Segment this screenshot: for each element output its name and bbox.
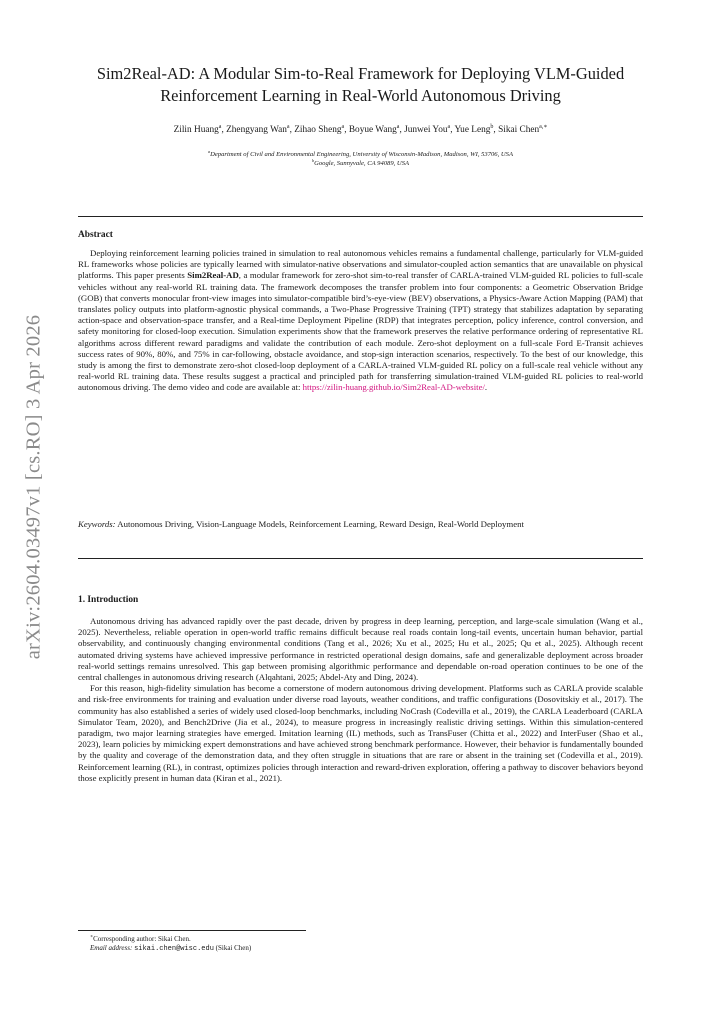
paragraph: For this reason, high-fidelity simulation has become a cornerstone of modern autonomous driving development. Platforms such as CARLA provide scalable and risk-free environments for training and evaluation under diverse road layouts, weather conditions, and traffic configurations (Dosovitskiy et al., 2017). The community has also established a series of widely used closed-loop benchmarks, including NoCrash (Codevilla et al., 2019), the CARLA Leaderboard (CARLA Simulator Team, 2020), and Bench2Drive (Jia et al., 2024), to measure progress in increasingly realistic driving settings. Within this simulation-centered paradigm, two major learning strategies have emerged. Imitation learning (IL) methods, such as TransFuser (Chitta et al., 2022) and InterFuser (Shao et al., 2023), learn policies by mimicking expert demonstrations and have achieved strong benchmark performance. However, their behavior is fundamentally bounded by the quality and coverage of the demonstration data, and they often struggle in situations that are rare or absent in the training set (Codevilla et al., 2019). Reinforcement learning (RL), in contrast, optimizes policies through interaction and reward-driven exploration, offering a pathway to discover behaviors beyond those explicitly present in human data (Kiran et al., 2021). bbox=[78, 683, 643, 783]
abstract-text: Deploying reinforcement learning policies trained in simulation to real autonomous vehicles remains a fundamental challenge, particularly for VLM-guided RL frameworks whose policies are typically learned with simulator-native observations and simulator-coupled action semantics that are unavailable on physical platforms. This paper presents Sim2Real-AD, a modular framework for zero-shot sim-to-real transfer of CARLA-trained VLM-guided RL policies to full-scale vehicles without any real-world RL training data. The framework decomposes the transfer problem into four components: a Geometric Observation Bridge (GOB) that converts monocular front-view images into simulator-compatible bird’s-eye-view (BEV) observations, a Physics-Aware Action Mapping (PAM) that translates policy outputs into platform-agnostic physical commands, a Two-Phase Progressive Training (TPT) strategy that stabilizes adaptation by separating action-space and observation-space transfer, and a Real-time Deployment Pipeline (RDP) that integrates perception, policy inference, control conversion, and safety monitoring for closed-loop execution. Simulation experiments show that the framework preserves the relative performance ordering of representative RL algorithms across different reward paradigms and validate the contribution of each module. Zero-shot deployment on a full-scale Ford E-Transit achieves success rates of 90%, 80%, and 75% in car-following, obstacle avoidance, and stop-sign interaction scenarios, respectively. To the best of our knowledge, this study is among the first to demonstrate zero-shot closed-loop deployment of a CARLA-trained VLM-guided RL policy on a full-scale real vehicle without any real-world RL training data. These results suggest a practical and principled path for transferring simulation-trained VLM-guided RL policies to real-world autonomous driving. The demo video and code are available at: https://zilin-huang.github.io/Sim2Real-AD-website/. bbox=[78, 248, 643, 393]
keywords bbox=[78, 519, 643, 530]
title-line-1: Sim2Real-AD: A Modular Sim-to-Real Framework for Deploying VLM-Guided bbox=[96, 64, 625, 83]
arxiv-stamp bbox=[20, 302, 48, 672]
author: Sikai Chen$^{a,∗}$ bbox=[498, 123, 548, 135]
top-divider bbox=[78, 216, 643, 217]
paragraph: Autonomous driving has advanced rapidly over the past decade, driven by progress in deep learning, perception, and large-scale simulation (Wang et al., 2025). Nevertheless, reliable operation in open-world traffic remains difficult because real roads contain long-tail events, uncertain human behavior, partial observability, and continuously changing environmental conditions (Tang et al., 2026; Xu et al., 2025; Hu et al., 2025; Qu et al., 2025). Although recent automated driving systems have achieved impressive performance in restricted operational design domains, safe and generalizable deployment across broader real-world settings remains unresolved. This gap between promising algorithmic performance and dependable on-road operation continues to be one of the central challenges in autonomous driving research (Alqahtani, 2025; Abdel-Aty and Ding, 2024). bbox=[78, 616, 643, 683]
section-heading-introduction: 1. Introduction bbox=[78, 595, 139, 605]
author: Zilin Huang$^a$, bbox=[173, 123, 227, 135]
corresponding-author: ∗Corresponding author: Sikai Chen. bbox=[90, 933, 191, 943]
author: Junwei You$^a$, bbox=[404, 123, 455, 135]
arxiv-stamp-text: arXiv:2604.03497v1 [cs.RO] 3 Apr 2026 bbox=[22, 314, 45, 660]
affiliations bbox=[78, 150, 643, 168]
introduction-body bbox=[78, 616, 643, 784]
abstract-bottom-divider bbox=[78, 558, 643, 559]
footnote bbox=[90, 935, 643, 955]
author: Zhengyang Wan$^a$, bbox=[226, 123, 295, 135]
author: Yue Leng$^b$, bbox=[454, 123, 499, 135]
keywords-label: Keywords: bbox=[78, 519, 116, 529]
footnote-divider bbox=[78, 930, 306, 931]
project-link[interactable]: https://zilin-huang.github.io/Sim2Real-AD-website/ bbox=[302, 382, 485, 393]
keywords-text: Autonomous Driving, Vision-Language Models, Reinforcement Learning, Reward Design, Real-World Deployment bbox=[115, 519, 524, 529]
email-line: Email address: sikai.chen@wisc.edu (Sikai Chen) bbox=[90, 944, 252, 954]
paper-title bbox=[78, 63, 643, 107]
affiliation-a: $^a$Department of Civil and Environmental Engineering, University of Wisconsin-Madison, Madison, WI, 53706, USA bbox=[208, 148, 513, 158]
author: Boyue Wang$^a$, bbox=[348, 123, 405, 135]
author: Zihao Sheng$^a$, bbox=[294, 123, 349, 135]
abstract-heading: Abstract bbox=[78, 230, 113, 240]
author-list bbox=[78, 124, 643, 136]
title-line-2: Reinforcement Learning in Real-World Autonomous Driving bbox=[160, 86, 561, 105]
email-address[interactable]: sikai.chen@wisc.edu bbox=[134, 945, 214, 954]
affiliation-b: $^b$Google, Sunnyvale, CA 94089, USA bbox=[311, 157, 410, 167]
framework-name: Sim2Real-AD bbox=[187, 270, 239, 281]
